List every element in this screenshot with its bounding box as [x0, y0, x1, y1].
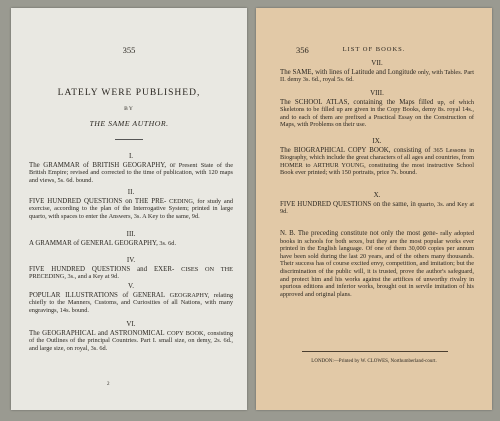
divider-rule	[115, 139, 143, 140]
entry-text: up, of which Skeletons to be filled up are given in the Copy Books, demy 8s. royal 14s., and to each of them are prefixed a Practical Essay on the Construction of Maps, with Problems on their use.	[280, 98, 475, 129]
imprint-rule	[302, 351, 448, 352]
entry-number: II.	[127, 188, 135, 196]
book-entry	[29, 189, 233, 220]
running-head: LIST OF BOOKS.	[342, 46, 406, 53]
entry-number: VI.	[126, 320, 136, 328]
page-number: 356	[296, 45, 309, 55]
entry-number: I.	[128, 152, 134, 160]
entry-text: rally adopted books in schools for both sexes, but they are the most popular works ever printed in the English language. Of one of them 30,000 copies per annum have been sold during the last 20 years, and of the others many thousands. Their success has of course excited envy, competition, and imitation; but the discrimination of the public will, it is trusted, prove the author's safeguard, and protect him and his works against the artifices of unworthy rivalry in spurious editions and inferior works, brought out in servile imitation of his approved and original plans.	[280, 230, 475, 298]
by-line: BY	[124, 106, 134, 112]
entry-title: FIVE HUNDRED QUESTIONS on the same, in	[280, 200, 416, 208]
nota-bene-note	[280, 230, 474, 298]
entry-number: IX.	[372, 137, 382, 145]
left-page	[11, 8, 247, 410]
entry-title: FIVE HUNDRED QUESTIONS on THE PRE-	[29, 197, 167, 205]
entry-text: 3s. 6d.	[159, 239, 177, 247]
entry-text: CISES ON THE PRECEDING, 3s., and a Key at 9d.	[29, 265, 234, 281]
book-entry	[29, 153, 233, 184]
entry-number: V.	[128, 282, 134, 290]
entry-text: Present State of the British Empire; revised and corrected to the time of publication, with 120 maps and views, 5s. 6d. bound.	[29, 161, 233, 184]
entry-title: The BIOGRAPHICAL COPY BOOK, consisting of	[280, 146, 431, 154]
entry-title: The GRAMMAR of BRITISH GEOGRAPHY, or	[29, 161, 176, 169]
book-entry	[29, 321, 233, 352]
book-entry	[280, 138, 474, 177]
entry-title: FIVE HUNDRED QUESTIONS and EXER-	[29, 265, 175, 273]
entry-title: The GEOGRAPHICAL and ASTRONOMICAL	[29, 329, 165, 337]
entry-text: CEDING, for study and exercise, according to the plan of the Interrogative System; printed in large quarto, with spaces to enter the Answers, 3s. A Key to the same, 9d.	[29, 197, 233, 220]
book-entry	[280, 90, 474, 129]
book-entry	[29, 231, 233, 247]
printer-imprint: LONDON:—Printed by W. CLOWES, Northumberland-court.	[311, 359, 437, 364]
book-entry	[29, 257, 233, 281]
entry-title: A GRAMMAR of GENERAL GEOGRAPHY,	[29, 239, 158, 247]
entry-text: GEOGRAPHY, relating chiefly to the Manners, Customs, and Curiosities of all Nations, with many engravings, 14s. bound.	[29, 291, 234, 314]
book-entry	[29, 283, 233, 314]
entry-title: The SAME, with lines of Latitude and Longitude	[280, 68, 417, 76]
entry-text: quarto, 3s. and Key at 9d.	[280, 200, 474, 216]
book-entry	[280, 192, 474, 216]
signature-mark: 2	[107, 382, 110, 387]
entry-title: The SCHOOL ATLAS, containing the Maps filled	[280, 98, 434, 106]
entry-text: 365 Lessons in Biography, which include the great characters of all ages and countries, from HOMER to ARTHUR YOUNG, constituting the most instructive School Book ever printed; with 150 portraits, price 7s. bound.	[280, 146, 474, 177]
entry-title: POPULAR ILLUSTRATIONS of GENERAL	[29, 291, 166, 299]
entry-title: N. B. The preceding constitute not only the most gene-	[280, 230, 438, 237]
entry-number: IV.	[126, 256, 136, 264]
author-line: THE SAME AUTHOR.	[89, 119, 169, 128]
entry-number: VII.	[371, 59, 383, 67]
book-entry	[280, 60, 474, 84]
entry-text: only, with Tables. Part II. demy 3s. 6d., royal 5s. 6d.	[280, 68, 474, 84]
entry-text: COPY BOOK, consisting of the Outlines of the principal Countries. Part I. small size, on demy, 2s. 6d., and large size, on royal, 3s. 6d.	[29, 329, 233, 352]
entry-number: III.	[126, 230, 136, 238]
right-page	[256, 8, 492, 410]
entry-number: VIII.	[370, 89, 384, 97]
entry-number: X.	[373, 191, 381, 199]
page-number: 355	[122, 45, 136, 55]
page-heading: LATELY WERE PUBLISHED,	[57, 88, 201, 98]
